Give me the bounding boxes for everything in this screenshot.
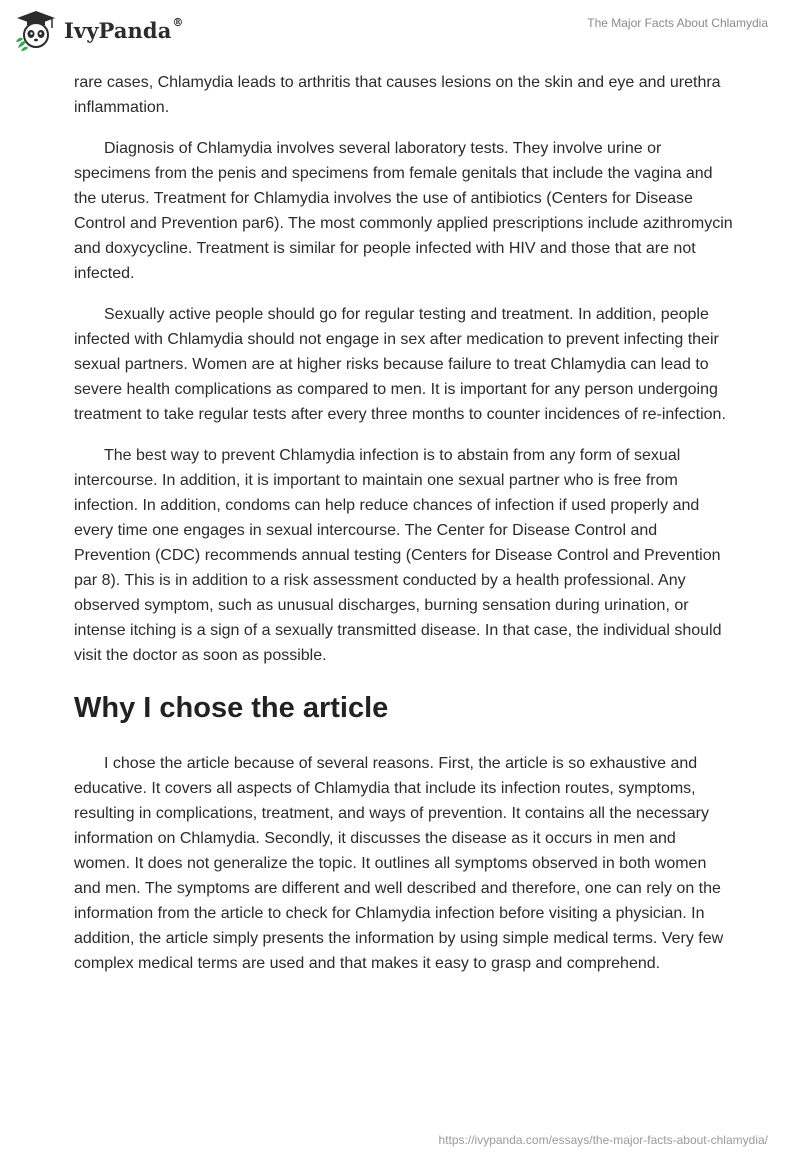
paragraph: The best way to prevent Chlamydia infection is to abstain from any form of sexual intercourse. In addition, it is important to maintain one sexual partner who is free from infection. In addition, condoms can help reduce chances of infection if used properly and every time one engages in sexual intercourse. The Center for Disease Control and Prevention (CDC) recommends annual testing (Centers for Disease Control and Prevention par 8). This is in addition to a risk assessment conducted by a health professional. Any observed symptom, such as unusual discharges, burning sensation during urination, or intense itching is a sign of a sexually transmitted disease. In that case, the individual should visit the doctor as soon as possible. <box>74 447 722 664</box>
source-url[interactable]: https://ivypanda.com/essays/the-major-facts-about-chlamydia/ <box>438 1133 768 1147</box>
essay-body <box>74 70 734 992</box>
paragraph: rare cases, Chlamydia leads to arthritis that causes lesions on the skin and eye and urethra inflammation. <box>74 74 721 116</box>
paragraph: Diagnosis of Chlamydia involves several laboratory tests. They involve urine or specimens from the penis and specimens from female genitals that include the vagina and the uterus. Treatment for Chlamydia involves the use of antibiotics (Centers for Disease Control and Prevention par6). The most commonly applied prescriptions include azithromycin and doxycycline. Treatment is similar for people infected with HIV and those that are not infected. <box>74 140 733 282</box>
ivypanda-logo[interactable] <box>14 8 184 52</box>
panda-graduate-icon <box>14 8 58 52</box>
section-heading: Why I chose the article <box>74 692 389 724</box>
document-title: The Major Facts About Chlamydia <box>587 16 768 30</box>
paragraph: I chose the article because of several reasons. First, the article is so exhaustive and educative. It covers all aspects of Chlamydia that include its infection routes, symptoms, resulting in complications, treatment, and ways of prevention. It contains all the necessary information on Chlamydia. Secondly, it discusses the disease as it occurs in men and women. It does not generalize the topic. It outlines all symptoms observed in both women and men. The symptoms are different and well described and therefore, one can rely on the information from the article to check for Chlamydia infection before visiting a physician. In addition, the article simply presents the information by using simple medical terms. Very few complex medical terms are used and that makes it easy to grasp and comprehend. <box>74 755 724 972</box>
paragraph: Sexually active people should go for regular testing and treatment. In addition, people infected with Chlamydia should not engage in sex after medication to prevent infecting their sexual partners. Women are at higher risks because failure to treat Chlamydia can lead to severe health complications as compared to men. It is important for any person undergoing treatment to take regular tests after every three months to counter incidences of re-infection. <box>74 306 726 423</box>
brand-name: IvyPanda® <box>64 15 184 43</box>
page-header <box>0 0 800 70</box>
